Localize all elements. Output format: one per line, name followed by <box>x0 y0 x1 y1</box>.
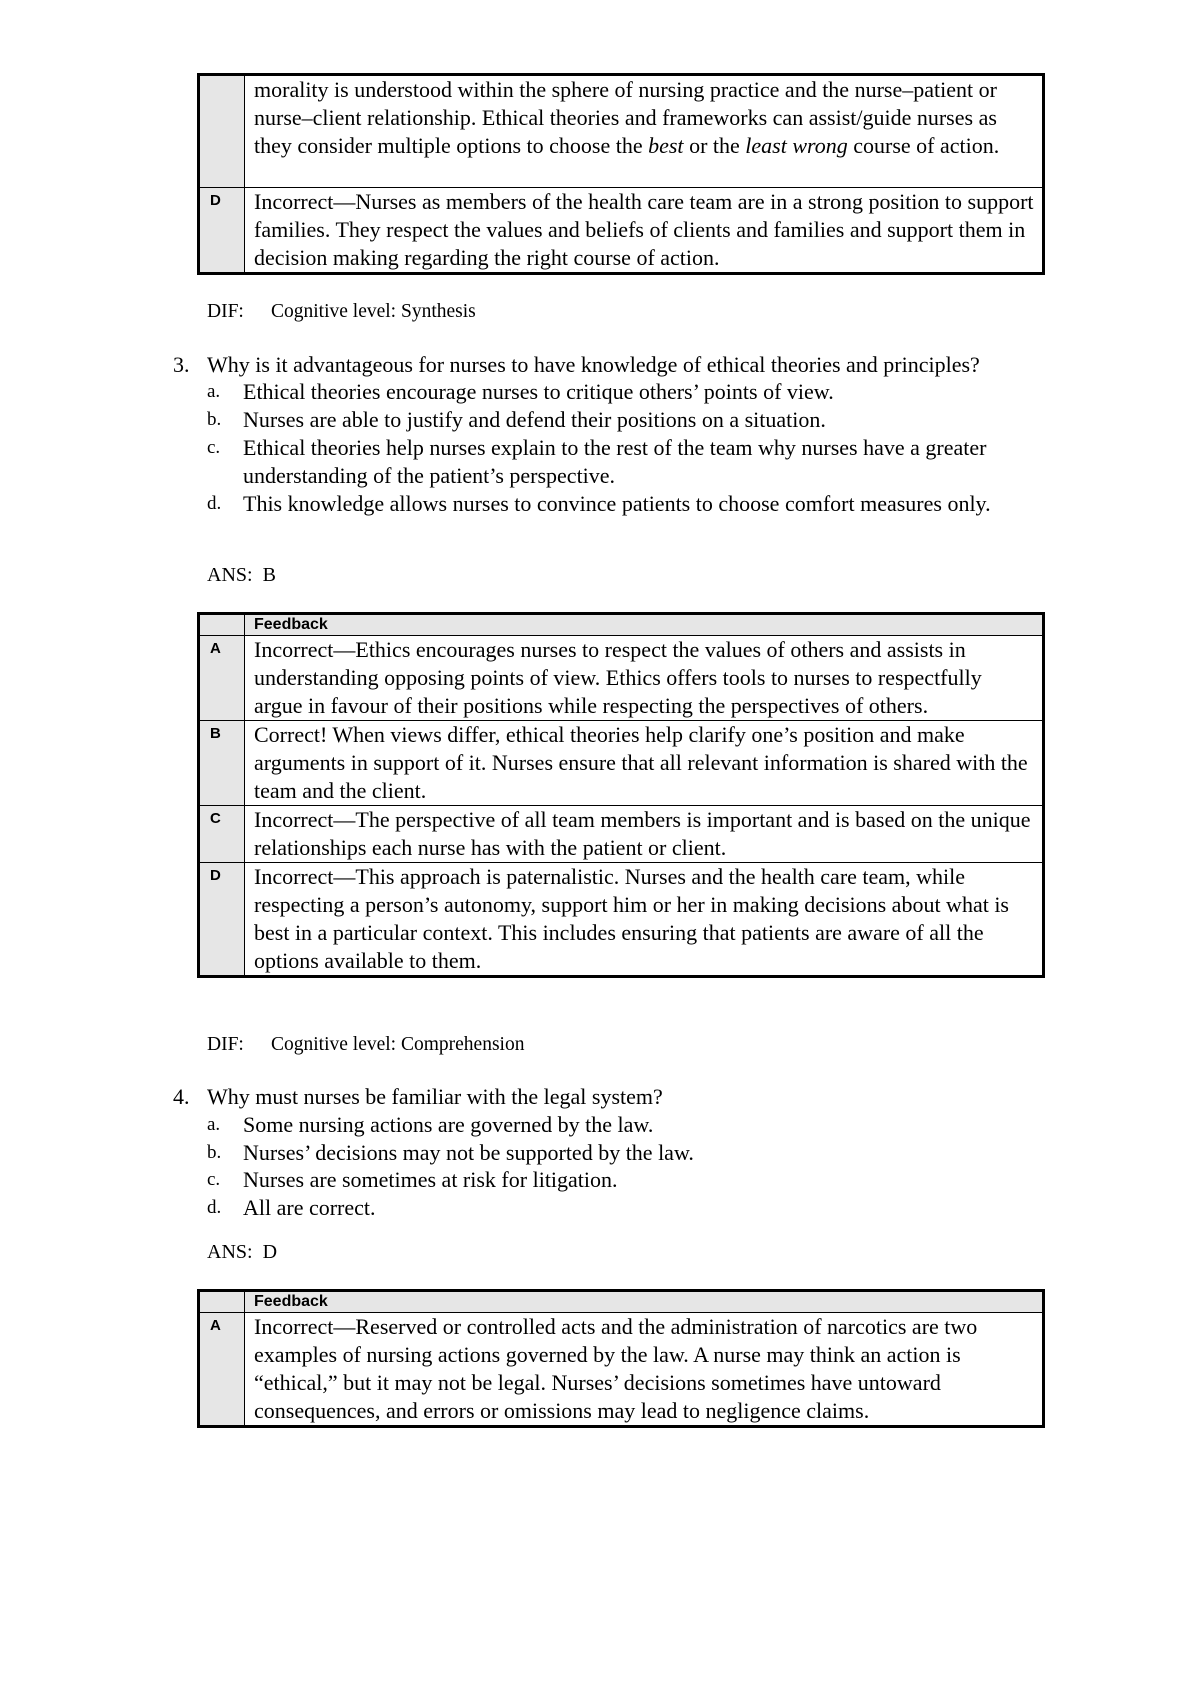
feedback-row-label <box>199 75 245 188</box>
feedback-row-label: A <box>199 636 245 721</box>
option-letter: d. <box>207 493 222 514</box>
feedback-row-d <box>199 188 1044 274</box>
option-letter: d. <box>207 1197 222 1218</box>
option-letter: b. <box>207 409 222 430</box>
feedback-row-text: morality is understood within the sphere of nursing practice and the nurse–patient or nurse–client relationship. Ethical theories and frameworks can assist/guide nurses as they consider multiple options to choose the best or the least wrong course of action. <box>245 75 1044 188</box>
option-text: Nurses’ decisions may not be supported by the law. <box>243 1140 694 1165</box>
dif-value: Cognitive level: Comprehension <box>271 1034 525 1055</box>
feedback-row-text: Correct! When views differ, ethical theories help clarify one’s position and make arguments in support of it. Nurses ensure that all relevant information is shared with the team and the client. <box>245 721 1044 806</box>
q2-feedback-table <box>197 73 1045 275</box>
option-letter: b. <box>207 1142 222 1163</box>
option-text: All are correct. <box>243 1195 376 1220</box>
feedback-row-text: Incorrect—Nurses as members of the health care team are in a strong position to support families. They respect the values and beliefs of clients and families and support them in decision making regarding the right course of action. <box>245 188 1044 274</box>
feedback-row-label: D <box>199 863 245 977</box>
question-number: 3. <box>173 352 190 377</box>
feedback-row-d <box>199 863 1044 977</box>
feedback-row-a <box>199 1313 1044 1427</box>
q3-feedback-table <box>197 612 1045 978</box>
question-number: 4. <box>173 1084 190 1109</box>
option-letter: a. <box>207 1114 221 1135</box>
q4-feedback-table <box>197 1289 1045 1428</box>
answer-line <box>207 561 276 589</box>
answer-label: ANS: <box>207 1241 253 1263</box>
feedback-header: Feedback <box>245 614 1044 636</box>
feedback-header-label <box>199 1291 245 1313</box>
option-text: Ethical theories encourage nurses to critique others’ points of view. <box>243 379 834 404</box>
option-text: Some nursing actions are governed by the law. <box>243 1112 654 1137</box>
feedback-row-label: B <box>199 721 245 806</box>
option-letter: c. <box>207 437 221 458</box>
feedback-row-label: C <box>199 806 245 863</box>
answer-value: D <box>262 1241 278 1263</box>
feedback-row-text: Incorrect—This approach is paternalistic. Nurses and the health care team, while respecting a person’s autonomy, support him or her in making decisions about what is best in a particular context. This includes ensuring that patients are aware of all the options available to them. <box>245 863 1044 977</box>
feedback-row-label: A <box>199 1313 245 1427</box>
feedback-row-text: Incorrect—Ethics encourages nurses to respect the values of others and assists in understanding opposing points of view. Ethics offers tools to nurses to respectfully argue in favour of their positions while respecting the perspectives of others. <box>245 636 1044 721</box>
dif-label: DIF: <box>207 301 244 322</box>
option-letter: c. <box>207 1169 221 1190</box>
feedback-row-continued <box>199 75 1044 188</box>
answer-value: B <box>262 564 276 586</box>
question-text: Why must nurses be familiar with the legal system? <box>207 1084 663 1109</box>
feedback-header-row <box>199 1291 1044 1313</box>
question-text: Why is it advantageous for nurses to have knowledge of ethical theories and principles? <box>207 352 980 377</box>
feedback-row-text: Incorrect—The perspective of all team members is important and is based on the unique relationships each nurse has with the patient or client. <box>245 806 1044 863</box>
option-text: Ethical theories help nurses explain to the rest of the team why nurses have a greater understanding of the patient’s perspective. <box>243 435 987 488</box>
option-text: Nurses are able to justify and defend their positions on a situation. <box>243 407 826 432</box>
dif-label: DIF: <box>207 1034 244 1055</box>
option-text: Nurses are sometimes at risk for litigation. <box>243 1167 618 1192</box>
feedback-row-c <box>199 806 1044 863</box>
dif-value: Cognitive level: Synthesis <box>271 301 476 322</box>
feedback-row-a <box>199 636 1044 721</box>
feedback-row-b <box>199 721 1044 806</box>
feedback-header-row <box>199 614 1044 636</box>
answer-label: ANS: <box>207 564 253 586</box>
feedback-row-text: Incorrect—Reserved or controlled acts and the administration of narcotics are two examples of nursing actions governed by the law. A nurse may think an action is “ethical,” but it may not be legal. Nurses’ decisions sometimes have untoward consequences, and errors or omissions may lead to negligence claims. <box>245 1313 1044 1427</box>
answer-line <box>207 1238 277 1266</box>
feedback-header-label <box>199 614 245 636</box>
option-letter: a. <box>207 381 221 402</box>
feedback-row-label: D <box>199 188 245 274</box>
option-text: This knowledge allows nurses to convince patients to choose comfort measures only. <box>243 491 991 516</box>
feedback-header: Feedback <box>245 1291 1044 1313</box>
